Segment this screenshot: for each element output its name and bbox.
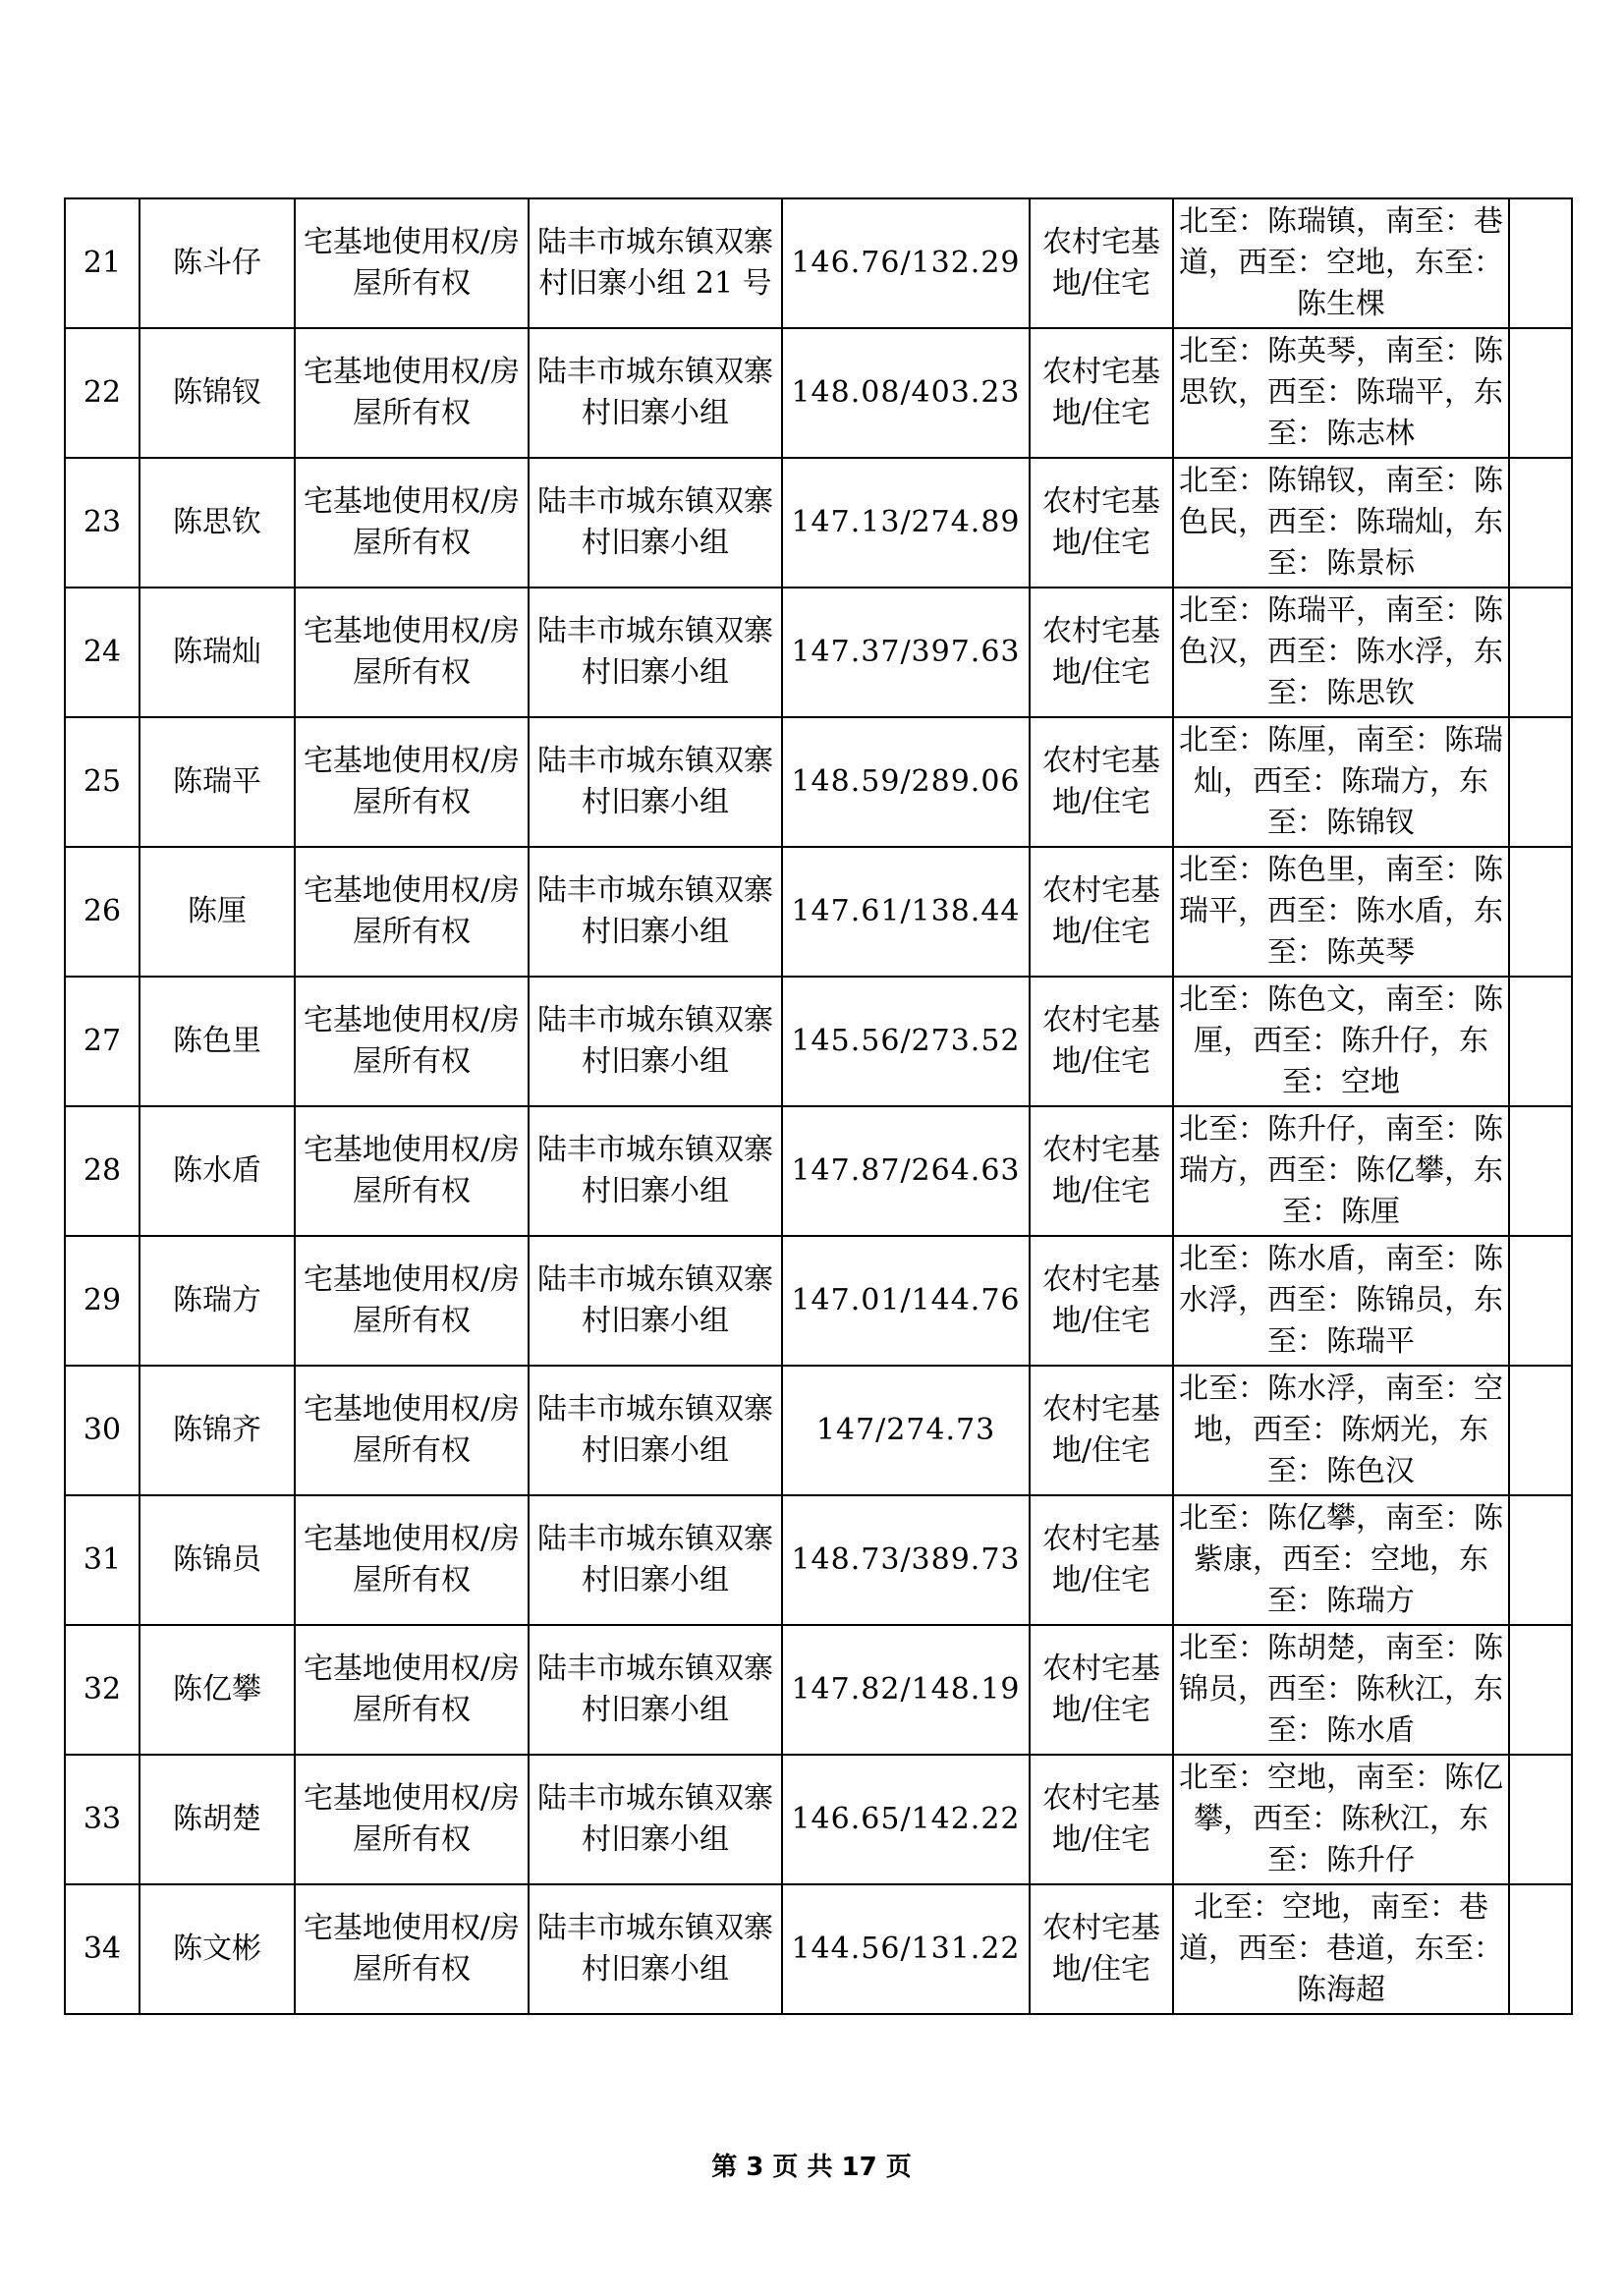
usage-cell: 农村宅基地/住宅 [1030, 588, 1173, 717]
usage-cell: 农村宅基地/住宅 [1030, 1755, 1173, 1884]
area-cell: 147/274.73 [782, 1366, 1030, 1495]
area-cell: 146.76/132.29 [782, 198, 1030, 328]
owner-name-cell: 陈水盾 [140, 1106, 295, 1236]
empty-cell [1509, 1236, 1572, 1366]
row-number-cell: 34 [65, 1884, 140, 2014]
right-type-cell: 宅基地使用权/房屋所有权 [295, 458, 529, 588]
empty-cell [1509, 458, 1572, 588]
row-number-cell: 33 [65, 1755, 140, 1884]
table-row [65, 458, 1572, 588]
area-cell: 147.01/144.76 [782, 1236, 1030, 1366]
table-row [65, 1366, 1572, 1495]
row-number-cell: 30 [65, 1366, 140, 1495]
usage-cell: 农村宅基地/住宅 [1030, 1495, 1173, 1625]
owner-name-cell: 陈思钦 [140, 458, 295, 588]
right-type-cell: 宅基地使用权/房屋所有权 [295, 198, 529, 328]
table-row [65, 847, 1572, 977]
right-type-cell: 宅基地使用权/房屋所有权 [295, 1495, 529, 1625]
row-number-cell: 32 [65, 1625, 140, 1755]
row-number-cell: 28 [65, 1106, 140, 1236]
location-cell: 陆丰市城东镇双寨村旧寨小组 [529, 458, 782, 588]
usage-cell: 农村宅基地/住宅 [1030, 847, 1173, 977]
usage-cell: 农村宅基地/住宅 [1030, 1236, 1173, 1366]
empty-cell [1509, 1495, 1572, 1625]
table-row [65, 1884, 1572, 2014]
empty-cell [1509, 588, 1572, 717]
table-row [65, 328, 1572, 458]
owner-name-cell: 陈锦钗 [140, 328, 295, 458]
row-number-cell: 22 [65, 328, 140, 458]
boundary-cell: 北至：空地，南至：巷道，西至：巷道，东至：陈海超 [1173, 1884, 1509, 2014]
row-number-cell: 23 [65, 458, 140, 588]
area-cell: 148.59/289.06 [782, 717, 1030, 847]
right-type-cell: 宅基地使用权/房屋所有权 [295, 847, 529, 977]
usage-cell: 农村宅基地/住宅 [1030, 977, 1173, 1106]
empty-cell [1509, 1625, 1572, 1755]
location-cell: 陆丰市城东镇双寨村旧寨小组 [529, 1236, 782, 1366]
boundary-cell: 北至：陈瑞平，南至：陈色汉，西至：陈水浮，东至：陈思钦 [1173, 588, 1509, 717]
right-type-cell: 宅基地使用权/房屋所有权 [295, 1366, 529, 1495]
location-cell: 陆丰市城东镇双寨村旧寨小组 [529, 847, 782, 977]
usage-cell: 农村宅基地/住宅 [1030, 328, 1173, 458]
page-footer: 第 3 页 共 17 页 [711, 2153, 912, 2182]
owner-name-cell: 陈锦员 [140, 1495, 295, 1625]
boundary-cell: 北至：空地，南至：陈亿攀，西至：陈秋江，东至：陈升仔 [1173, 1755, 1509, 1884]
right-type-cell: 宅基地使用权/房屋所有权 [295, 588, 529, 717]
owner-name-cell: 陈胡楚 [140, 1755, 295, 1884]
owner-name-cell: 陈瑞平 [140, 717, 295, 847]
right-type-cell: 宅基地使用权/房屋所有权 [295, 1884, 529, 2014]
row-number-cell: 24 [65, 588, 140, 717]
row-number-cell: 27 [65, 977, 140, 1106]
area-cell: 147.13/274.89 [782, 458, 1030, 588]
owner-name-cell: 陈斗仔 [140, 198, 295, 328]
boundary-cell: 北至：陈色文，南至：陈厘，西至：陈升仔，东至：空地 [1173, 977, 1509, 1106]
usage-cell: 农村宅基地/住宅 [1030, 458, 1173, 588]
row-number-cell: 29 [65, 1236, 140, 1366]
area-cell: 148.73/389.73 [782, 1495, 1030, 1625]
empty-cell [1509, 1106, 1572, 1236]
empty-cell [1509, 847, 1572, 977]
usage-cell: 农村宅基地/住宅 [1030, 717, 1173, 847]
empty-cell [1509, 977, 1572, 1106]
table-row [65, 588, 1572, 717]
table-row [65, 717, 1572, 847]
table-row [65, 1755, 1572, 1884]
table-row [65, 1106, 1572, 1236]
usage-cell: 农村宅基地/住宅 [1030, 1106, 1173, 1236]
right-type-cell: 宅基地使用权/房屋所有权 [295, 1625, 529, 1755]
area-cell: 146.65/142.22 [782, 1755, 1030, 1884]
usage-cell: 农村宅基地/住宅 [1030, 1884, 1173, 2014]
area-cell: 145.56/273.52 [782, 977, 1030, 1106]
boundary-cell: 北至：陈升仔，南至：陈瑞方，西至：陈亿攀，东至：陈厘 [1173, 1106, 1509, 1236]
owner-name-cell: 陈锦齐 [140, 1366, 295, 1495]
usage-cell: 农村宅基地/住宅 [1030, 1625, 1173, 1755]
row-number-cell: 21 [65, 198, 140, 328]
right-type-cell: 宅基地使用权/房屋所有权 [295, 717, 529, 847]
right-type-cell: 宅基地使用权/房屋所有权 [295, 977, 529, 1106]
boundary-cell: 北至：陈厘，南至：陈瑞灿，西至：陈瑞方，东至：陈锦钗 [1173, 717, 1509, 847]
location-cell: 陆丰市城东镇双寨村旧寨小组 [529, 588, 782, 717]
table-row [65, 1625, 1572, 1755]
location-cell: 陆丰市城东镇双寨村旧寨小组 [529, 1495, 782, 1625]
location-cell: 陆丰市城东镇双寨村旧寨小组 21 号 [529, 198, 782, 328]
boundary-cell: 北至：陈锦钗，南至：陈色民，西至：陈瑞灿，东至：陈景标 [1173, 458, 1509, 588]
table-row [65, 198, 1572, 328]
owner-name-cell: 陈文彬 [140, 1884, 295, 2014]
boundary-cell: 北至：陈色里，南至：陈瑞平，西至：陈水盾，东至：陈英琴 [1173, 847, 1509, 977]
table-body [65, 198, 1572, 2014]
empty-cell [1509, 198, 1572, 328]
right-type-cell: 宅基地使用权/房屋所有权 [295, 1755, 529, 1884]
empty-cell [1509, 1884, 1572, 2014]
boundary-cell: 北至：陈亿攀，南至：陈紫康，西至：空地，东至：陈瑞方 [1173, 1495, 1509, 1625]
area-cell: 147.37/397.63 [782, 588, 1030, 717]
boundary-cell: 北至：陈英琴，南至：陈思钦，西至：陈瑞平，东至：陈志林 [1173, 328, 1509, 458]
owner-name-cell: 陈色里 [140, 977, 295, 1106]
boundary-cell: 北至：陈水浮，南至：空地，西至：陈炳光，东至：陈色汉 [1173, 1366, 1509, 1495]
location-cell: 陆丰市城东镇双寨村旧寨小组 [529, 1755, 782, 1884]
location-cell: 陆丰市城东镇双寨村旧寨小组 [529, 1106, 782, 1236]
area-cell: 148.08/403.23 [782, 328, 1030, 458]
right-type-cell: 宅基地使用权/房屋所有权 [295, 1106, 529, 1236]
location-cell: 陆丰市城东镇双寨村旧寨小组 [529, 328, 782, 458]
row-number-cell: 25 [65, 717, 140, 847]
area-cell: 147.61/138.44 [782, 847, 1030, 977]
right-type-cell: 宅基地使用权/房屋所有权 [295, 328, 529, 458]
location-cell: 陆丰市城东镇双寨村旧寨小组 [529, 717, 782, 847]
location-cell: 陆丰市城东镇双寨村旧寨小组 [529, 1884, 782, 2014]
boundary-cell: 北至：陈瑞镇，南至：巷道，西至：空地，东至：陈生棵 [1173, 198, 1509, 328]
location-cell: 陆丰市城东镇双寨村旧寨小组 [529, 977, 782, 1106]
usage-cell: 农村宅基地/住宅 [1030, 198, 1173, 328]
usage-cell: 农村宅基地/住宅 [1030, 1366, 1173, 1495]
empty-cell [1509, 1366, 1572, 1495]
empty-cell [1509, 1755, 1572, 1884]
owner-name-cell: 陈厘 [140, 847, 295, 977]
table-row [65, 1236, 1572, 1366]
area-cell: 144.56/131.22 [782, 1884, 1030, 2014]
boundary-cell: 北至：陈水盾，南至：陈水浮，西至：陈锦员，东至：陈瑞平 [1173, 1236, 1509, 1366]
right-type-cell: 宅基地使用权/房屋所有权 [295, 1236, 529, 1366]
owner-name-cell: 陈瑞灿 [140, 588, 295, 717]
location-cell: 陆丰市城东镇双寨村旧寨小组 [529, 1366, 782, 1495]
property-table [64, 197, 1573, 2015]
empty-cell [1509, 328, 1572, 458]
area-cell: 147.82/148.19 [782, 1625, 1030, 1755]
owner-name-cell: 陈瑞方 [140, 1236, 295, 1366]
boundary-cell: 北至：陈胡楚，南至：陈锦员，西至：陈秋江，东至：陈水盾 [1173, 1625, 1509, 1755]
empty-cell [1509, 717, 1572, 847]
area-cell: 147.87/264.63 [782, 1106, 1030, 1236]
table-row [65, 977, 1572, 1106]
owner-name-cell: 陈亿攀 [140, 1625, 295, 1755]
row-number-cell: 31 [65, 1495, 140, 1625]
row-number-cell: 26 [65, 847, 140, 977]
location-cell: 陆丰市城东镇双寨村旧寨小组 [529, 1625, 782, 1755]
table-row [65, 1495, 1572, 1625]
